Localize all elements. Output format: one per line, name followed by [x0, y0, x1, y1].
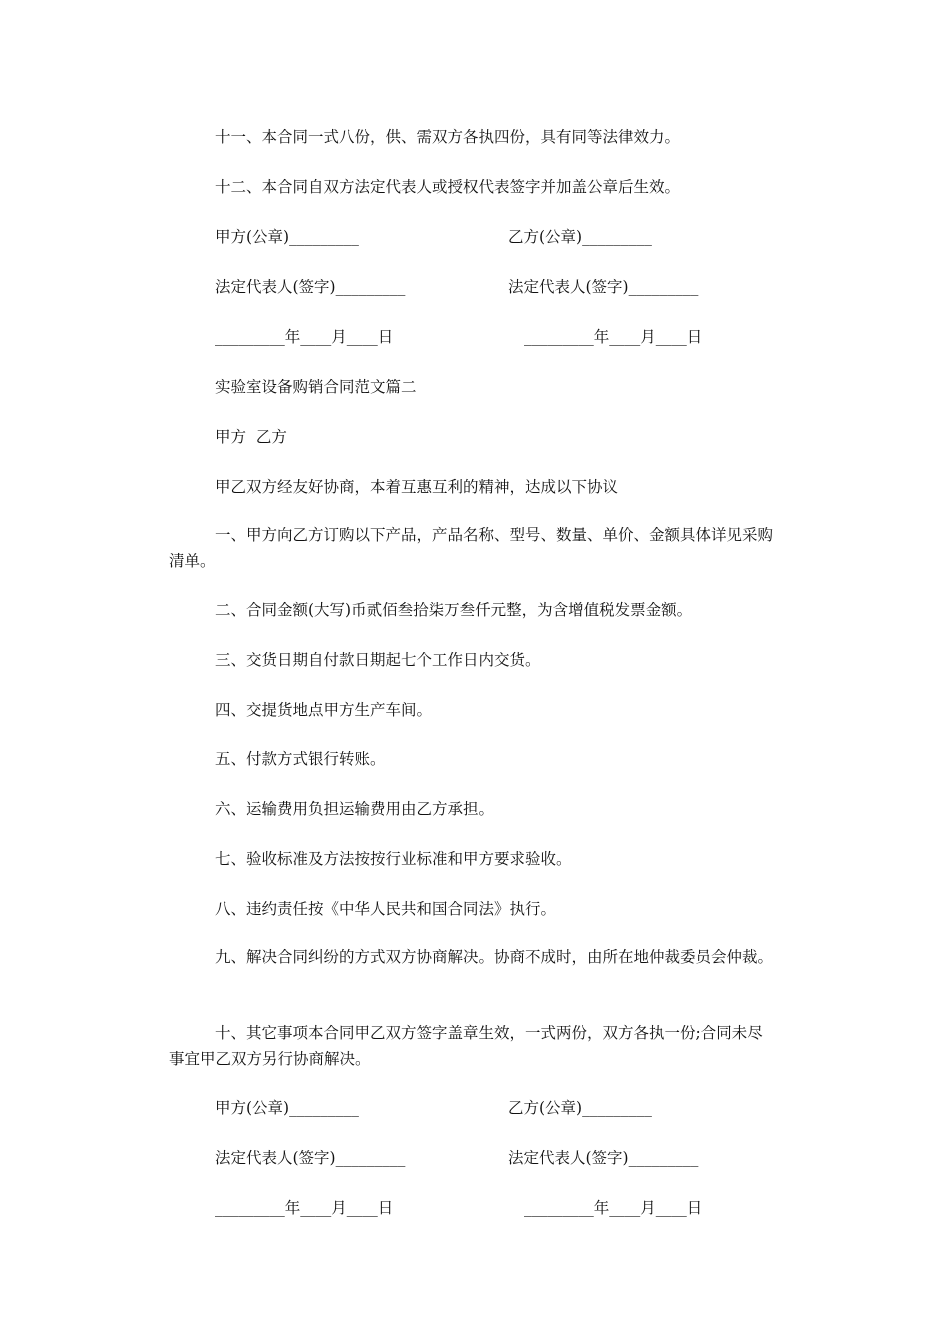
party-b-rep-field-2: 法定代表人(签字)_________: [508, 1149, 699, 1167]
party-b-date-field-2: _________年____月____日: [524, 1199, 703, 1217]
clause-6: 六、运输费用负担运输费用由乙方承担。: [215, 800, 495, 818]
clause-10: 十、其它事项本合同甲乙双方签字盖章生效，一式两份，双方各执一份;合同未尽事宜甲乙双方另行协商解决。: [169, 1024, 763, 1068]
clause-2: 二、合同金额(大写)币贰佰叁拾柒万叁仟元整，为含增值税发票金额。: [215, 601, 693, 619]
clause-12: 十二、本合同自双方法定代表人或授权代表签字并加盖公章后生效。: [215, 178, 681, 196]
party-a-date-field-2: _________年____月____日: [215, 1199, 394, 1217]
section-title: 实验室设备购销合同范文篇二: [215, 378, 417, 396]
clause-9: 九、解决合同纠纷的方式双方协商解决。协商不成时，由所在地仲裁委员会仲裁。: [215, 948, 774, 966]
intro-paragraph: 甲乙双方经友好协商，本着互惠互利的精神，达成以下协议: [215, 478, 619, 496]
party-b-rep-field: 法定代表人(签字)_________: [508, 278, 699, 296]
parties-line: 甲方 乙方: [215, 428, 287, 446]
party-b-seal-field: 乙方(公章)_________: [508, 228, 652, 246]
party-b-seal-field-2: 乙方(公章)_________: [508, 1099, 652, 1117]
party-b-date-field: _________年____月____日: [524, 328, 703, 346]
party-a-seal-field-2: 甲方(公章)_________: [215, 1099, 359, 1117]
clause-5: 五、付款方式银行转账。: [215, 750, 386, 768]
clause-11: 十一、本合同一式八份，供、需双方各执四份，具有同等法律效力。: [215, 128, 681, 146]
clause-3: 三、交货日期自付款日期起七个工作日内交货。: [215, 651, 541, 669]
clause-7: 七、验收标准及方法按按行业标准和甲方要求验收。: [215, 850, 572, 868]
party-a-rep-field-2: 法定代表人(签字)_________: [215, 1149, 406, 1167]
clause-8: 八、违约责任按《中华人民共和国合同法》执行。: [215, 900, 557, 918]
clause-1: 一、甲方向乙方订购以下产品，产品名称、型号、数量、单价、金额具体详见采购清单。: [169, 526, 774, 570]
party-a-rep-field: 法定代表人(签字)_________: [215, 278, 406, 296]
clause-4: 四、交提货地点甲方生产车间。: [215, 701, 433, 719]
party-a-date-field: _________年____月____日: [215, 328, 394, 346]
party-a-seal-field: 甲方(公章)_________: [215, 228, 359, 246]
